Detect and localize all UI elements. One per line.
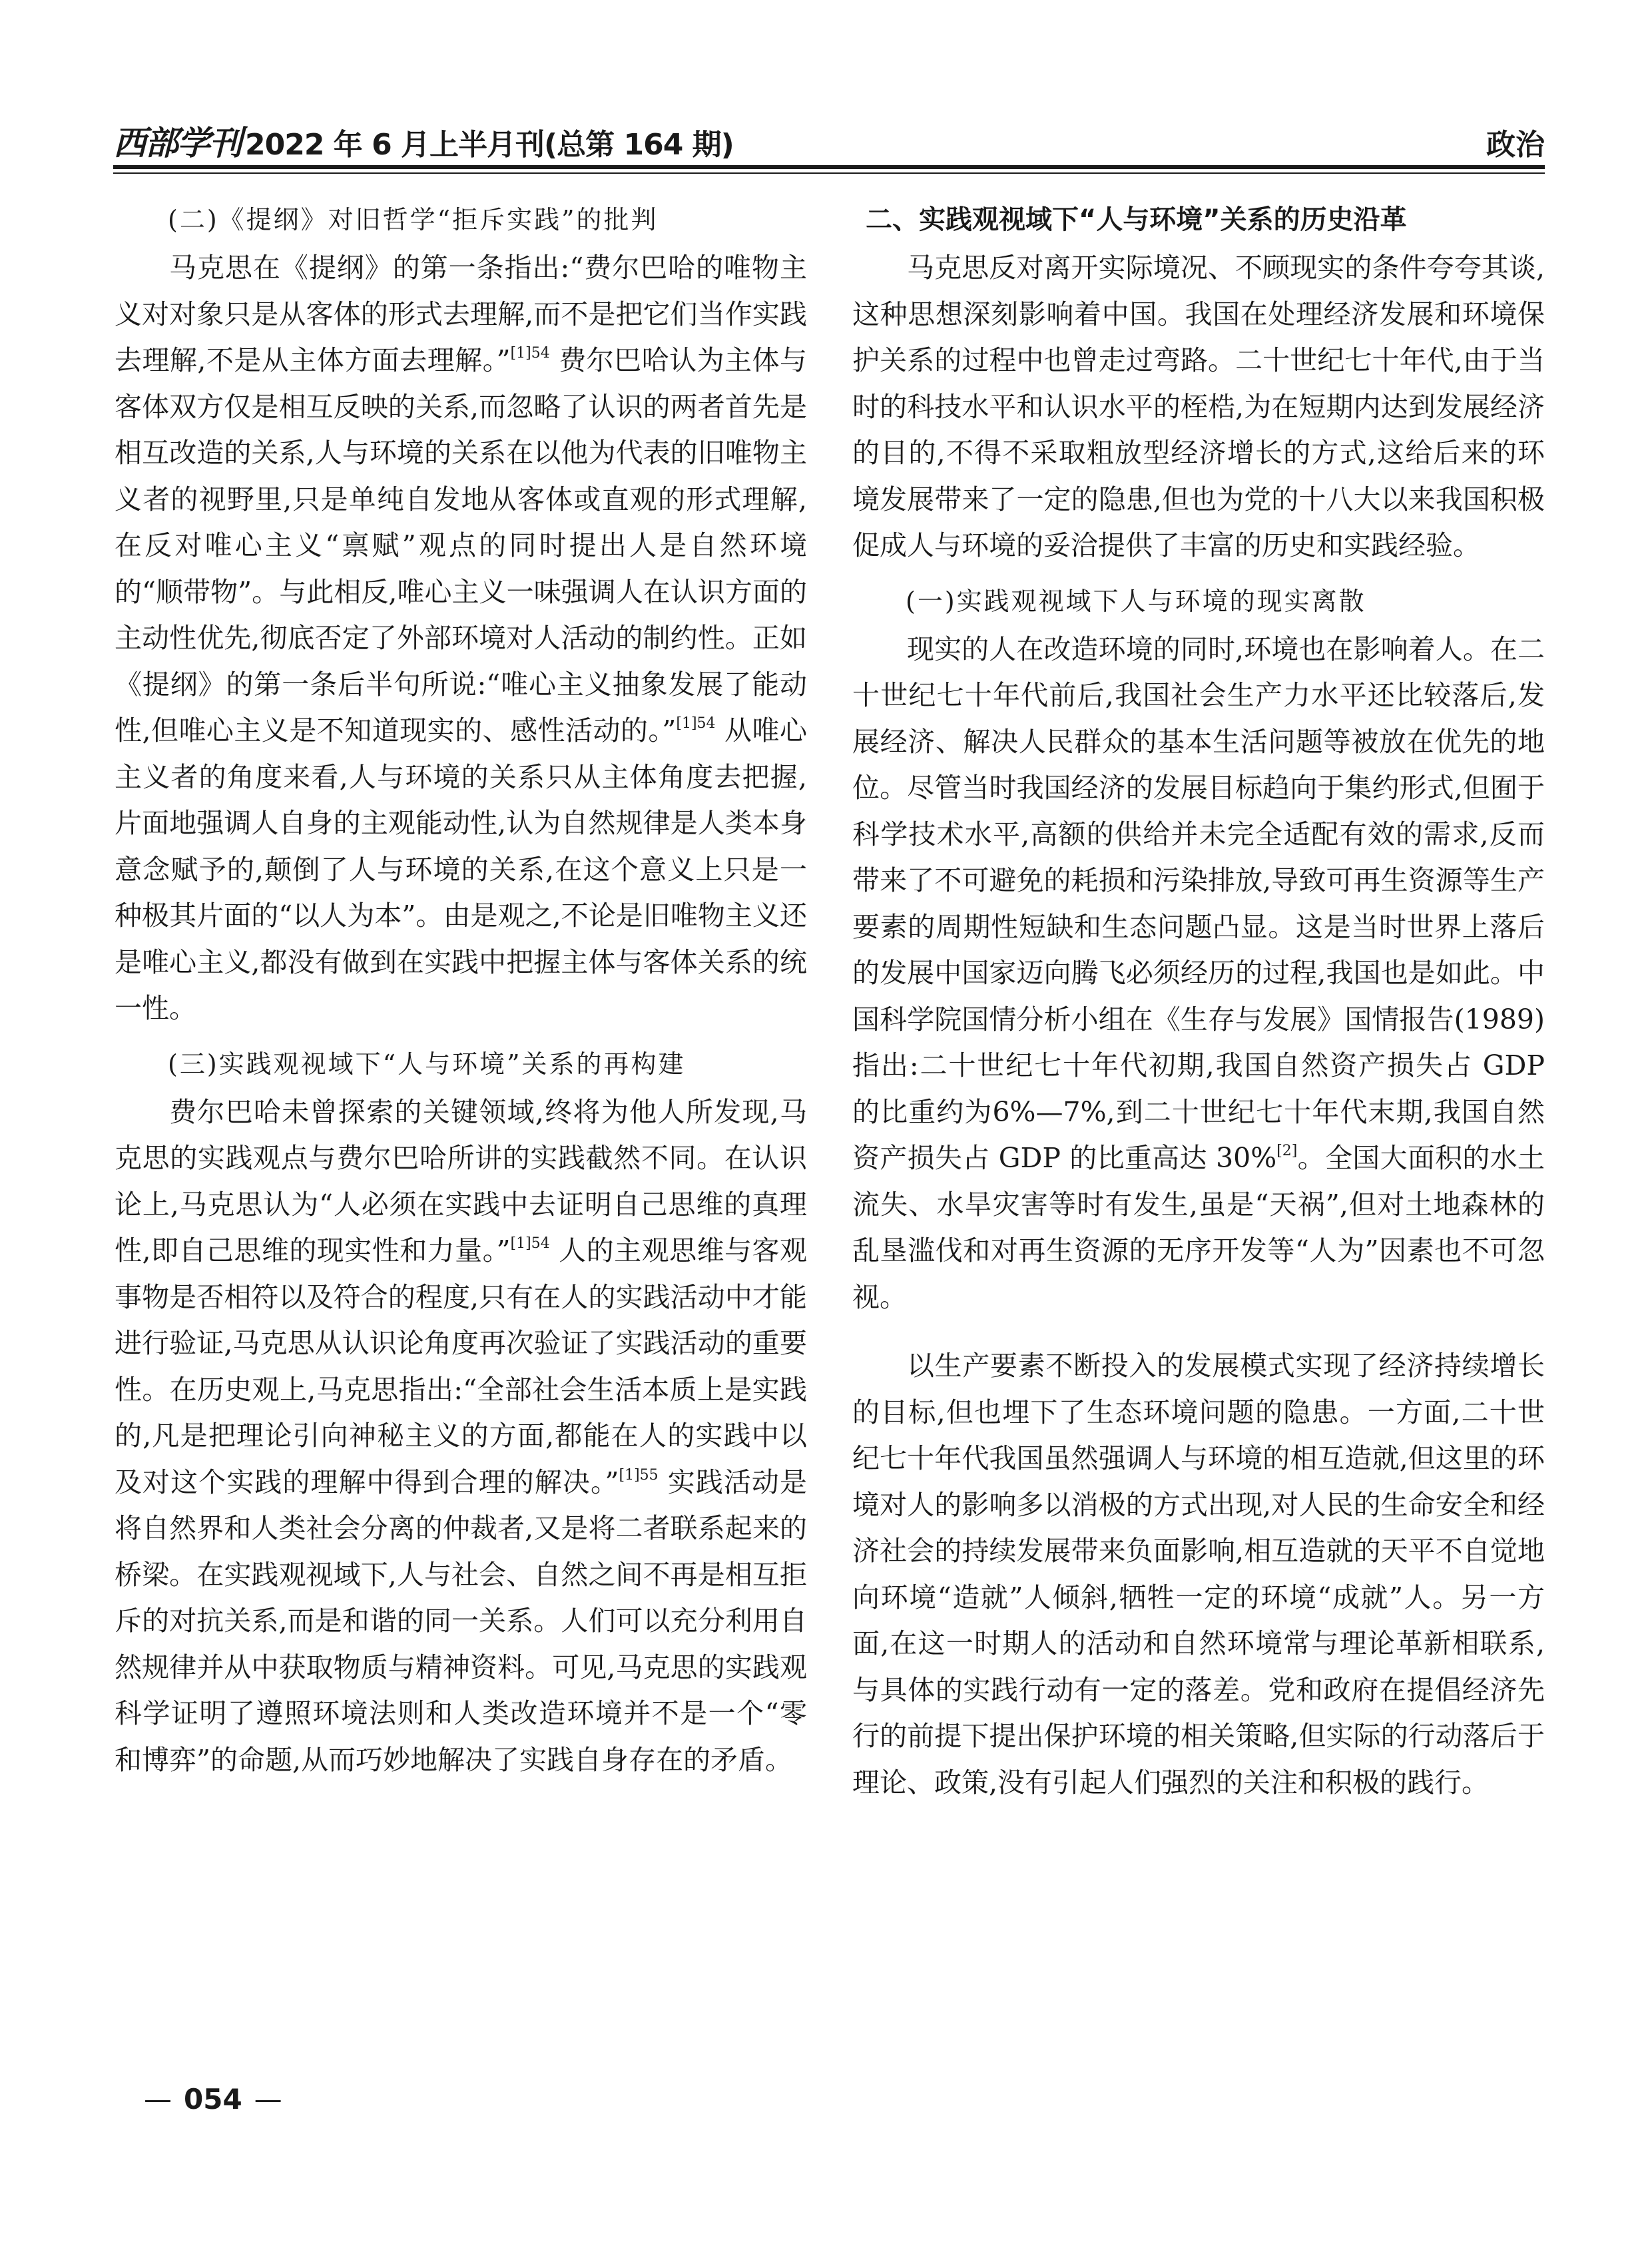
paragraph-text: 马克思在《提纲》的第一条指出:“费尔巴哈的唯物主义对对象只是从客体的形式去理解,而不是把它们当作实践去理解,不是从主体方面去理解。” — [115, 252, 807, 376]
paragraph — [115, 1089, 807, 1784]
paragraph-text: 现实的人在改造环境的同时,环境也在影响着人。在二十世纪七十年代前后,我国社会生产力水平还比较落后,发展经济、解决人民群众的基本生活问题等被放在优先的地位。尽管当时我国经济的发展目标趋向于集约形式,但囿于科学技术水平,高额的供给并未完全适配有效的需求,反而带来了不可避免的耗损和污染排放,导致可再生资源等生产要素的周期性短缺和生态问题凸显。这是当时世界上落后的发展中国家迈向腾飞必须经历的过程,我国也是如此。中国科学院国情分析小组在《生存与发展》国情报告(1989)指出:二十世纪七十年代初期,我国自然资产损失占 GDP 的比重约为6%—7%,到二十世纪七十年代末期,我国自然资产损失占 GDP 的比重高达 30% — [852, 633, 1545, 1174]
paragraph-text: 费尔巴哈未曾探索的关键领域,终将为他人所发现,马克思的实践观点与费尔巴哈所讲的实践截然不同。在认识论上,马克思认为“人必须在实践中去证明自己思维的真理性,即自己思维的现实性和力量。” — [115, 1095, 807, 1266]
header-left — [113, 123, 734, 162]
left-column — [115, 200, 807, 1783]
header-rule-thick — [113, 165, 1545, 169]
citation: [2] — [1276, 1143, 1298, 1159]
citation: [1]54 — [676, 715, 716, 732]
paragraph-text: 实践活动是将自然界和人类社会分离的仲裁者,又是将二者联系起来的桥梁。在实践观视域下,人与社会、自然之间不再是相互拒斥的对抗关系,而是和谐的同一关系。人们可以充分利用自然规律并从中获取物质与精神资料。可见,马克思的实践观科学证明了遵照环境法则和人类改造环境并不是一个“零和博弈”的命题,从而巧妙地解决了实践自身存在的矛盾。 — [115, 1466, 807, 1776]
footer-dash: — — [254, 2083, 282, 2115]
page-number: 054 — [184, 2083, 242, 2115]
paragraph: 马克思反对离开实际境况、不顾现实的条件夸夸其谈,这种思想深刻影响着中国。我国在处理经济发展和环境保护关系的过程中也曾走过弯路。二十世纪七十年代,由于当时的科技水平和认识水平的桎梏,为在短期内达到发展经济的目的,不得不采取粗放型经济增长的方式,这给后来的环境发展带来了一定的隐患,但也为党的十八大以来我国积极促成人与环境的妥洽提供了丰富的历史和实践经验。 — [852, 252, 1545, 561]
section-heading: 二、实践观视域下“人与环境”关系的历史沿革 — [866, 204, 1407, 235]
citation: [1]55 — [619, 1466, 659, 1484]
paragraph: 以生产要素不断投入的发展模式实现了经济持续增长的目标,但也埋下了生态环境问题的隐患。一方面,二十世纪七十年代我国虽然强调人与环境的相互造就,但这里的环境对人的影响多以消极的方式出现,对人民的生命安全和经济社会的持续发展带来负面影响,相互造就的天平不自觉地向环境“造就”人倾斜,牺牲一定的环境“成就”人。另一方面,在这一时期人的活动和自然环境常与理论革新相联系,与具体的实践行动有一定的落差。党和政府在提倡经济先行的前提下提出保护环境的相关策略,但实际的行动落后于理论、政策,没有引起人们强烈的关注和积极的践行。 — [852, 1350, 1545, 1799]
subheading-1: (一)实践观视域下人与环境的现实离散 — [906, 586, 1366, 616]
paragraph — [852, 627, 1545, 1321]
citation: [1]54 — [510, 1235, 550, 1252]
header-rule-thin — [113, 172, 1545, 174]
running-header — [113, 112, 1545, 160]
journal-logo: 西部学刊 — [113, 123, 241, 162]
page-footer — [132, 2083, 294, 2115]
paragraph-text: 人的主观思维与客观事物是否相符以及符合的程度,只有在人的实践活动中才能进行验证,马克思从认识论角度再次验证了实践活动的重要性。在历史观上,马克思指出:“全部社会生活本质上是实践的,凡是把理论引向神秘主义的方面,都能在人的实践中以及对这个实践的理解中得到合理的解决。” — [115, 1235, 807, 1498]
paragraph-text: 从唯心主义者的角度来看,人与环境的关系只从主体角度去把握,片面地强调人自身的主观能动性,认为自然规律是人类本身意念赋予的,颠倒了人与环境的关系,在这个意义上只是一种极其片面的“以人为本”。由是观之,不论是旧唯物主义还是唯心主义,都没有做到在实践中把握主体与客体关系的统一性。 — [115, 714, 807, 1024]
footer-dash: — — [144, 2083, 172, 2115]
issue-info: 2022 年 6 月上半月刊(总第 164 期) — [245, 128, 734, 162]
subheading-3: (三)实践观视域下“人与环境”关系的再构建 — [168, 1049, 686, 1079]
paragraph — [115, 245, 807, 1032]
citation: [1]54 — [510, 345, 550, 362]
paragraph-text: 。全国大面积的水土流失、水旱灾害等时有发生,虽是“天祸”,但对土地森林的乱垦滥伐和对再生资源的无序开发等“人为”因素也不可忽视。 — [852, 1142, 1545, 1313]
subheading-2: (二)《提纲》对旧哲学“拒斥实践”的批判 — [168, 205, 659, 234]
paragraph-text: 费尔巴哈认为主体与客体双方仅是相互反映的关系,而忽略了认识的两者首先是相互改造的关系,人与环境的关系在以他为代表的旧唯物主义者的视野里,只是单纯自发地从客体或直观的形式理解,在反对唯心主义“禀赋”观点的同时提出人是自然环境的“顺带物”。与此相反,唯心主义一味强调人在认识方面的主动性优先,彻底否定了外部环境对人活动的制约性。正如《提纲》的第一条后半句所说:“唯心主义抽象发展了能动性,但唯心主义是不知道现实的、感性活动的。” — [115, 344, 807, 746]
right-column — [852, 200, 1545, 1806]
section-name: 政治 — [1486, 128, 1545, 162]
